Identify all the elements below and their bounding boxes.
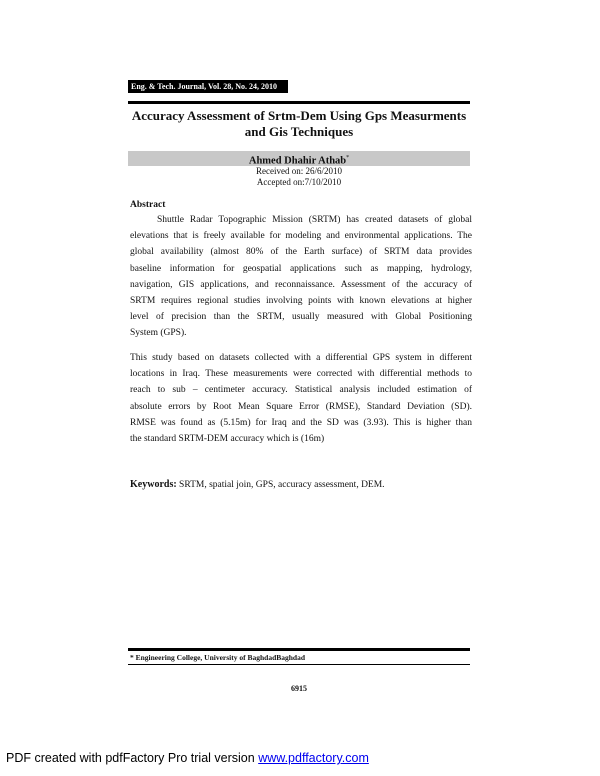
- pdffactory-link[interactable]: www.pdffactory.com: [258, 751, 369, 765]
- abstract-line: elevations that is freely available for modeling and environmental applications. The: [130, 231, 472, 242]
- page-number: 6915: [291, 684, 307, 693]
- title-line-2: and Gis Techniques: [244, 124, 354, 139]
- accepted-date: Accepted on:7/10/2010: [256, 177, 342, 187]
- abstract-line: absolute errors by Root Mean Square Error (RMSE), Standard Deviation (SD).: [130, 401, 472, 412]
- abstract-line: SRTM requires regional studies involving points with known elevations at higher: [130, 296, 472, 307]
- keywords: [130, 479, 385, 490]
- abstract-line: locations in Iraq. These measurements were corrected with differential methods to: [130, 369, 472, 380]
- top-rule: [128, 101, 470, 104]
- abstract-line: level of precision than the SRTM, usually measured with Global Positioning: [130, 312, 472, 323]
- pdf-banner: [6, 751, 369, 765]
- title-line-1: Accuracy Assessment of Srtm-Dem Using Gps Measurments: [131, 108, 467, 123]
- abstract-line: RMSE was found as (5.15m) for Iraq and the SD was (3.93). This is higher than: [130, 417, 472, 428]
- author-name: Ahmed Dhahir Athab: [248, 155, 347, 167]
- abstract-line: the standard SRTM-DEM accuracy which is (16m): [130, 434, 325, 445]
- footnote-rule-thin: [128, 664, 470, 665]
- abstract-line: baseline information for geospatial applications such as mapping, hydrology,: [130, 263, 472, 274]
- received-date: Received on: 26/6/2010: [256, 166, 342, 176]
- footnote-rule: [128, 648, 470, 651]
- pdf-banner-text: PDF created with pdfFactory Pro trial version: [6, 751, 259, 765]
- abstract-heading: Abstract: [130, 200, 166, 210]
- abstract-line: System (GPS).: [130, 328, 187, 339]
- abstract-paragraph-1: [130, 212, 472, 342]
- footnote: * Engineering College, University of BaghdadBaghdad: [130, 653, 306, 662]
- abstract-paragraph-2: [130, 350, 472, 447]
- abstract-line: reach to sub – centimeter accuracy. Statistical analysis included estimation of: [130, 385, 472, 396]
- keywords-text: SRTM, spatial join, GPS, accuracy assessment, DEM.: [176, 480, 385, 490]
- abstract-line: global availability (almost 80% of the Earth surface) of SRTM data provides: [130, 247, 472, 258]
- journal-header: Eng. & Tech. Journal, Vol. 28, No. 24, 2010: [128, 80, 288, 93]
- abstract-line: navigation, GIS applications, and reconnaissance. Assessment of the accuracy of: [130, 279, 472, 290]
- author-mark: *: [346, 155, 350, 161]
- abstract-line: Shuttle Radar Topographic Mission (SRTM) has created datasets of global: [157, 215, 472, 225]
- paper-title: [128, 108, 470, 140]
- keywords-label: Keywords:: [130, 479, 177, 490]
- abstract-line: This study based on datasets collected with a differential GPS system in different: [130, 353, 472, 363]
